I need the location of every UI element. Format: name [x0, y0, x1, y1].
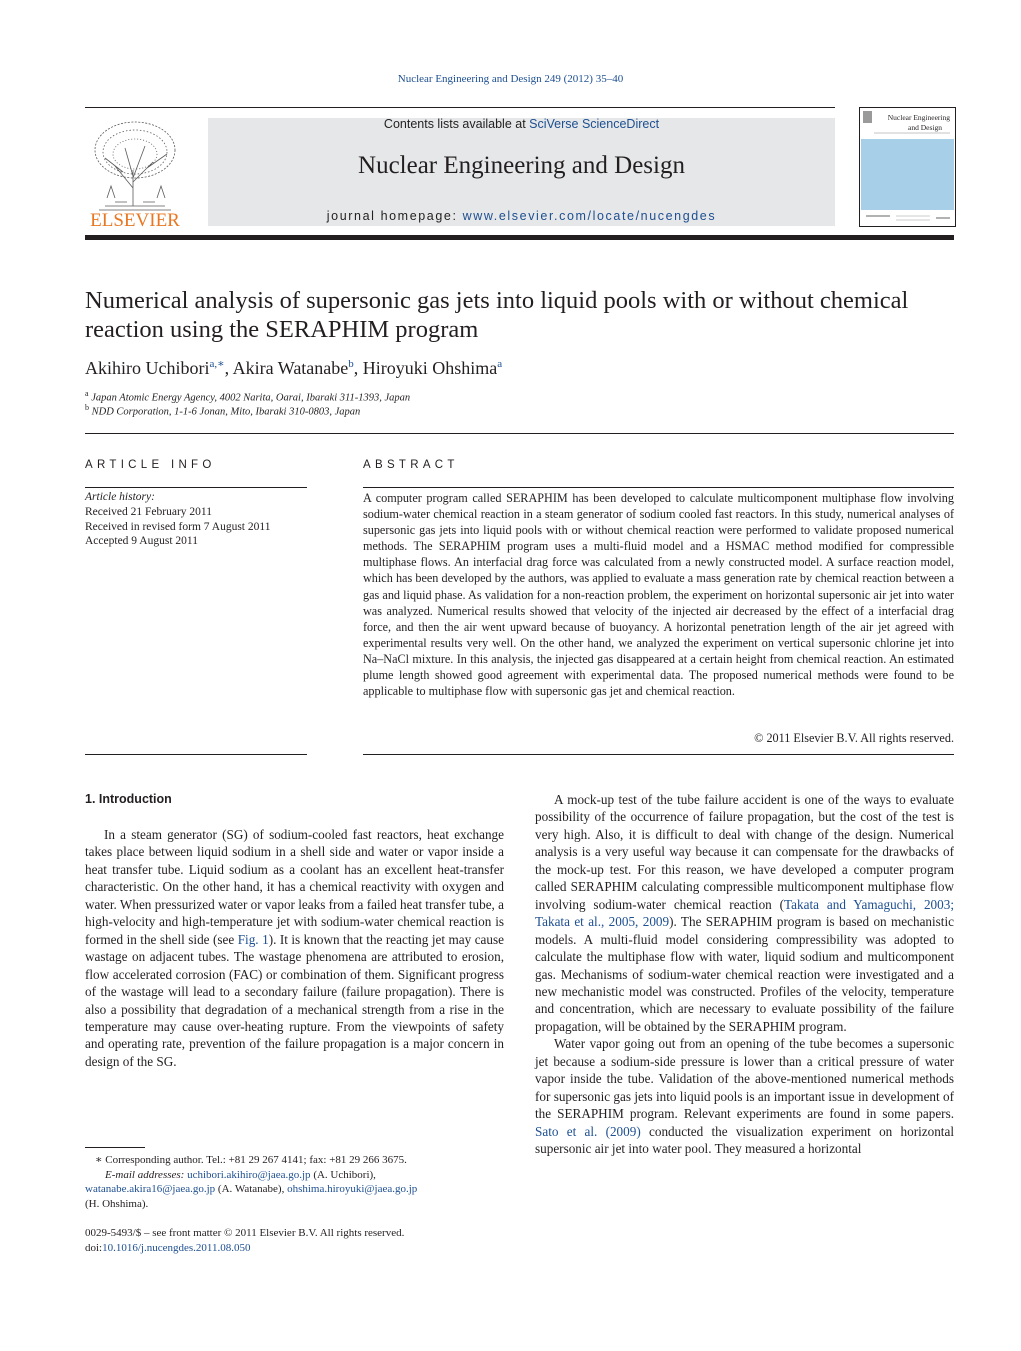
- paragraph-text: In a steam generator (SG) of sodium-cooled fast reactors, heat exchange takes place between liquid sodium in a shell side and water or vapor inside a heat transfer tube. Liquid sodium as a coolant has an excellent heat-transfer characteristic. On the other hand, it has a chemical reactivity with oxygen and water. When pressurized water or vapor leaks from a failed heat transfer tube, a high-velocity and high-temperature jet with sodium-water chemical reaction is formed in the shell side (see: [85, 827, 505, 947]
- author-marks[interactable]: a,∗: [209, 358, 225, 370]
- doi-line: [85, 1241, 505, 1256]
- reference-link[interactable]: Takata and Yamaguchi, 2003; Takata et al., 2005, 2009: [535, 896, 954, 930]
- elsevier-wordmark: ELSEVIER: [90, 210, 180, 228]
- journal-homepage: [208, 209, 835, 223]
- abstract-bottom-rule: [363, 754, 954, 755]
- author-marks[interactable]: a: [497, 358, 503, 370]
- affiliation: [85, 389, 410, 404]
- author-name: Hiroyuki Ohshima: [362, 358, 498, 378]
- article-title: Numerical analysis of supersonic gas jets into liquid pools with or without chemical reaction using the SERAPHIM program: [85, 287, 909, 343]
- section-heading: 1. Introduction: [85, 792, 172, 806]
- revised-date: Received in revised form 7 August 2011: [85, 520, 271, 533]
- email-link[interactable]: watanabe.akira16@jaea.go.jp: [85, 1183, 216, 1196]
- issn-line: 0029-5493/$ – see front matter © 2011 Elsevier B.V. All rights reserved.: [85, 1227, 405, 1239]
- email-owner: (A. Uchibori),: [310, 1168, 376, 1181]
- reference-link[interactable]: Sato et al. (2009): [535, 1123, 641, 1139]
- contents-line: [208, 117, 835, 131]
- contents-prefix: Contents lists available at: [383, 117, 530, 131]
- author-name: Akihiro Uchibori: [85, 358, 210, 378]
- accepted-date: Accepted 9 August 2011: [85, 535, 198, 548]
- doi-link[interactable]: 10.1016/j.nucengdes.2011.08.050: [102, 1241, 251, 1254]
- journal-citation[interactable]: Nuclear Engineering and Design 249 (2012) 35–40: [397, 73, 624, 85]
- article-info-rule: [85, 487, 307, 488]
- paragraph: [85, 826, 504, 1070]
- journal-cover-thumbnail[interactable]: [859, 107, 956, 227]
- affiliation-mark: b: [85, 403, 89, 412]
- article-history: [85, 490, 307, 549]
- email-line: [85, 1168, 505, 1183]
- elsevier-logo[interactable]: [85, 118, 185, 228]
- email-link[interactable]: uchibori.akihiro@jaea.go.jp: [187, 1168, 311, 1181]
- paragraph-text: Water vapor going out from an opening of the tube becomes a supersonic jet because a sodium-side pressure is lower than a critical pressure of water vapor inside the tube. Validation of the above-mentioned numerical methods for supersonic gas jets into liquid pools is an important issue in development of the SERAPHIM program. Relevant experiments are found in some papers.: [535, 1036, 954, 1122]
- abstract-copyright: © 2011 Elsevier B.V. All rights reserved.: [754, 731, 954, 745]
- cover-title-line1: Nuclear Engineering: [887, 113, 950, 122]
- left-column: [85, 826, 504, 1070]
- paragraph-text: ). It is known that the reacting jet may cause wastage on adjacent tubes. The wastage phenomena are attributed to erosion, flow accelerated corrosion (FAC) or combination of them. Significant progress of the wastage will lead to a secondary failure (failure propagation). There is also a possibility that degradation of a mechanical strength from a rise in the temperature may cause over-heating rupture. From the viewpoints of safety and operating rate, prevention of the failure propagation is a major concern in design of the SG.: [85, 931, 504, 1069]
- abstract-rule: [363, 487, 954, 488]
- paragraph: [535, 791, 954, 1035]
- email-owner: (H. Ohshima).: [85, 1197, 149, 1210]
- paragraph: [535, 1035, 954, 1157]
- homepage-prefix: journal homepage:: [326, 209, 463, 223]
- email-owner: (A. Watanabe),: [215, 1183, 288, 1196]
- corresponding-footnote: [85, 1153, 505, 1211]
- article-info-bottom-rule: [85, 754, 307, 755]
- corresponding-author: ∗ Corresponding author. Tel.: +81 29 267 4141; fax: +81 29 266 3675.: [95, 1154, 407, 1166]
- abstract-text: A computer program called SERAPHIM has been developed to calculate multicomponent multiphase flow involving sodium-water chemical reaction in a steam generator of sodium cooled fast reactors. In this study, numerical analyses of supersonic gas jets into liquid pools with or without chemical reaction were performed to validate proposed numerical methods. The SERAPHIM program uses a multi-fluid model and a HSMAC method modified for compressible multiphase flows. An interfacial drag force was calculated from a newly constructed model. A surface reaction model, which has been developed by the authors, was applied to evaluate a mass generation rate by chemical reaction between a gas and liquid phase. As validation for a non-reaction problem, the experiment on horizontal supersonic air jet into water was analyzed. Numerical results showed that velocity of the injected air decreased by the effect of a interfacial drag force, and then the air went upward because of buoyancy. A horizontal penetration length of the air jet agreed with experimental results very well. On the other hand, we analyzed the experiment on vertical supersonic chlorine jet into Na–NaCl mixture. In this analysis, the injected gas disappeared at a certain height from chemical reaction. An estimated plume length showed good agreement with experimental data. The proposed numerical methods were found to be applicable to multiphase flow with supersonic gas jet and chemical reaction.: [363, 491, 954, 699]
- history-label: Article history:: [85, 491, 155, 503]
- section-rule: [85, 433, 954, 434]
- journal-cover-icon: [860, 108, 955, 226]
- paragraph-text: conducted the visualization experiment on horizontal supersonic air jet into water pool. They measured a horizontal: [535, 1123, 954, 1157]
- affiliation-mark: a: [85, 389, 89, 398]
- affiliation: [85, 403, 360, 418]
- affiliation-text: Japan Atomic Energy Agency, 4002 Narita, Oarai, Ibaraki 311-1393, Japan: [91, 392, 411, 404]
- affiliation-text: NDD Corporation, 1-1-6 Jonan, Mito, Ibaraki 310-0803, Japan: [91, 406, 361, 418]
- homepage-link[interactable]: www.elsevier.com/locate/nucengdes: [462, 209, 717, 223]
- front-matter: [85, 1226, 505, 1255]
- author-list: [85, 357, 955, 379]
- article-info-heading: ARTICLE INFO: [85, 459, 216, 471]
- abstract-heading: ABSTRACT: [363, 459, 459, 471]
- author-name: Akira Watanabe: [232, 358, 349, 378]
- header-rule: [85, 107, 835, 108]
- right-column: [535, 791, 954, 1158]
- figure-link[interactable]: Fig. 1: [237, 931, 269, 947]
- header-thick-rule: [85, 235, 954, 240]
- email-line: [85, 1182, 505, 1197]
- author-separator: ,: [353, 358, 363, 378]
- received-date: Received 21 February 2011: [85, 505, 212, 518]
- email-label: E-mail addresses:: [105, 1168, 188, 1181]
- doi-prefix: doi:: [85, 1241, 103, 1254]
- elsevier-tree-icon: [85, 118, 185, 228]
- paragraph-text: A mock-up test of the tube failure accident is one of the ways to evaluate possibility of the occurrence of failure propagation, but the cost of the test is very high. Also, it is difficult to deal with change of the design. Numerical analysis is a very useful way because it can compensate for the drawbacks of the mock-up test. For this reason, we have developed a computer program called SERAPHIM calculating compressible multicomponent multiphase flow involving sodium-water chemical reaction (: [535, 792, 954, 912]
- sciencedirect-link[interactable]: SciVerse ScienceDirect: [529, 117, 660, 131]
- footnote-rule: [85, 1147, 145, 1148]
- email-link[interactable]: ohshima.hiroyuki@jaea.go.jp: [287, 1183, 418, 1196]
- author-separator: ,: [224, 358, 233, 378]
- author-marks[interactable]: b: [348, 358, 354, 370]
- cover-title-line2: and Design: [908, 123, 942, 132]
- journal-name: Nuclear Engineering and Design: [358, 152, 685, 179]
- paragraph-text: ). The SERAPHIM program is based on mechanistic models. A multi-fluid model considering compressibility was adopted to calculate the multiphase flow with water, liquid sodium and multicomponent gas. Mechanisms of sodium-water chemical reaction were investigated and a new mechanistic model was constructed. Profiles of the velocity, temperature and concentration, which are necessary to evaluate possibility of the failure propagation, will be obtained by the SERAPHIM program.: [535, 914, 954, 1034]
